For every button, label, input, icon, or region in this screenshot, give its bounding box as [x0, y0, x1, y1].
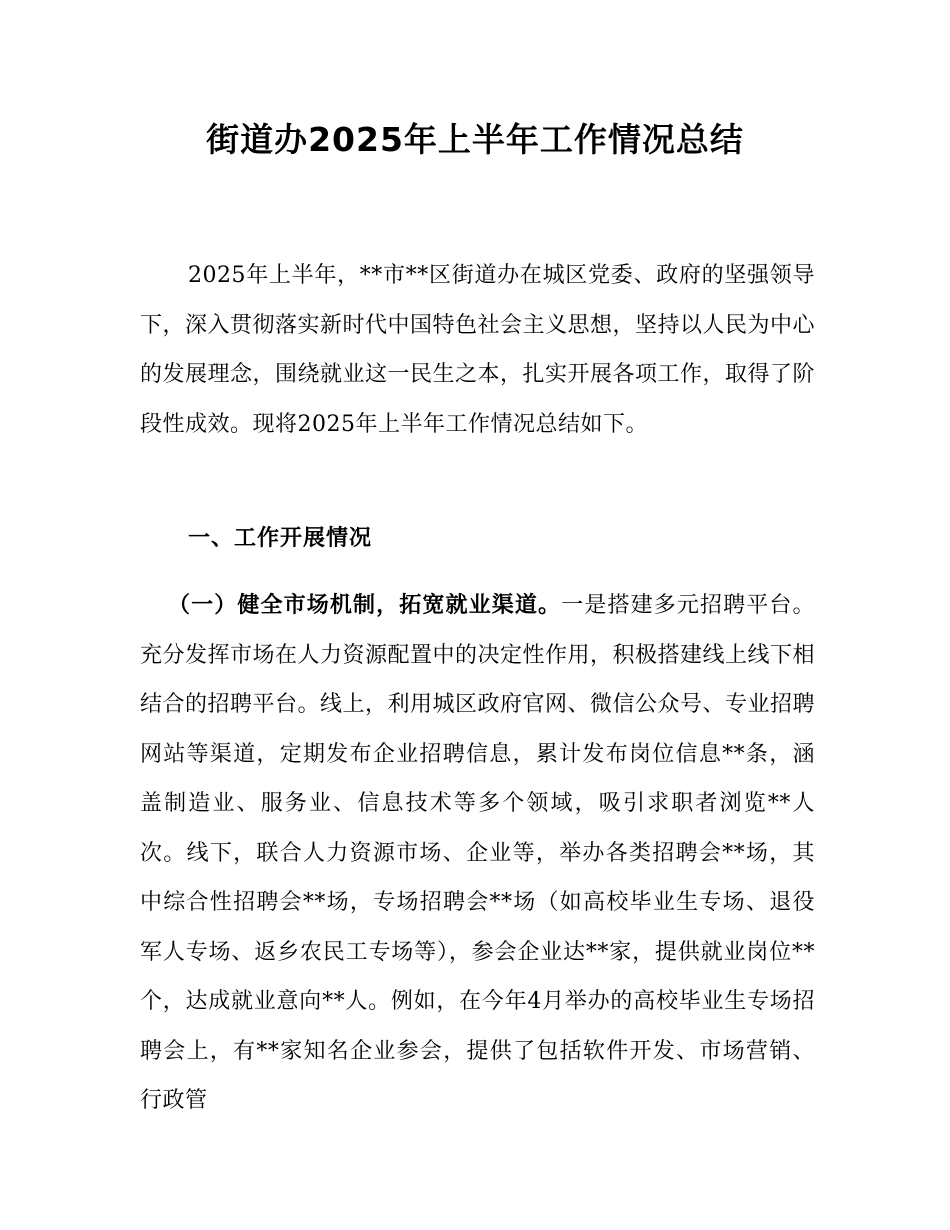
document-title: 街道办2025年上半年工作情况总结 — [206, 120, 744, 159]
subsection-text: 一是搭建多元招聘平台。充分发挥市场在人力资源配置中的决定性作用，积极搭建线上线下相结合的招聘平台。线上，利用城区政府官网、微信公众号、专业招聘网站等渠道，定期发布企业招聘信息，累计发布岗位信息**条，涵盖制造业、服务业、信息技术等多个领域，吸引求职者浏览**人次。线下，联合人力资源市场、企业等，举办各类招聘会**场，其中综合性招聘会**场，专场招聘会**场（如高校毕业生专场、退役军人专场、返乡农民工专场等），参会企业达**家，提供就业岗位**个，达成就业意向**人。例如，在今年4月举办的高校毕业生专场招聘会上，有**家知名企业参会，提供了包括软件开发、市场营销、行政管 — [140, 593, 816, 1113]
subsection-paragraph — [140, 581, 815, 1126]
intro-paragraph: 2025年上半年，**市**区街道办在城区党委、政府的坚强领导下，深入贯彻落实新时代中国特色社会主义思想，坚持以人民为中心的发展理念，围绕就业这一民生之本，扎实开展各项工作，取得了阶段性成效。现将2025年上半年工作情况总结如下。 — [140, 263, 816, 437]
subsection-lead: （一）健全市场机制，拓宽就业渠道。 — [168, 593, 562, 618]
section-heading: 一、工作开展情况 — [188, 526, 373, 551]
